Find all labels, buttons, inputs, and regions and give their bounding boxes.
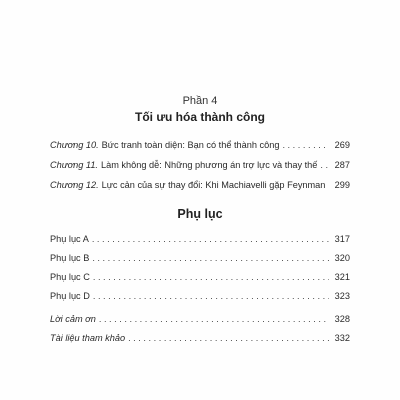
- page-number: 323: [334, 291, 350, 301]
- back-matter-title: Lời cảm ơn: [50, 314, 96, 324]
- dot-leader: [93, 272, 329, 283]
- page-number: 287: [334, 160, 350, 170]
- appendix-title: Phụ lục B: [50, 253, 90, 263]
- appendix-title: Phụ lục D: [50, 291, 90, 301]
- chapter-prefix: Chương 10.: [50, 140, 99, 150]
- toc-entry-chapter-11[interactable]: [50, 160, 350, 171]
- toc-entry-acknowledgements[interactable]: [50, 314, 350, 325]
- part-title: Tối ưu hóa thành công: [134, 110, 265, 124]
- page-number: 320: [334, 253, 350, 263]
- dot-leader: [320, 160, 329, 171]
- part-label: Phần 4: [182, 95, 218, 107]
- chapter-title: Bức tranh toàn diện: Bạn có thể thành công: [101, 140, 280, 150]
- dot-leader: [328, 180, 329, 191]
- dot-leader: [99, 314, 329, 325]
- chapter-title: Làm không dễ: Những phương án trợ lực và thay thế: [100, 160, 318, 170]
- toc-entry-references[interactable]: [50, 333, 350, 344]
- page-number: 321: [334, 272, 350, 282]
- back-matter-title: Tài liệu tham khảo: [50, 333, 126, 343]
- dot-leader: [92, 234, 329, 245]
- page-number: 299: [334, 180, 350, 190]
- dot-leader: [93, 291, 329, 302]
- chapter-prefix: Chương 12.: [50, 180, 99, 190]
- toc-entry-appendix-b[interactable]: [50, 253, 350, 264]
- chapter-prefix: Chương 11.: [50, 160, 98, 170]
- toc-entry-appendix-c[interactable]: [50, 272, 350, 283]
- toc-entry-appendix-a[interactable]: [50, 234, 350, 245]
- dot-leader: [282, 140, 329, 151]
- page-number: 269: [334, 140, 350, 150]
- chapter-title: Lực cản của sự thay đổi: Khi Machiavelli gặp Feynman: [101, 180, 326, 190]
- toc-entry-chapter-12[interactable]: [50, 180, 350, 191]
- appendix-heading: Phụ lục: [177, 207, 223, 221]
- toc-entry-chapter-10[interactable]: [50, 140, 350, 151]
- toc-entry-appendix-d[interactable]: [50, 291, 350, 302]
- page-number: 332: [334, 333, 350, 343]
- appendix-title: Phụ lục A: [50, 234, 89, 244]
- dot-leader: [128, 333, 329, 344]
- dot-leader: [92, 253, 329, 264]
- page-number: 317: [334, 234, 350, 244]
- page-number: 328: [334, 314, 350, 324]
- appendix-title: Phụ lục C: [50, 272, 90, 282]
